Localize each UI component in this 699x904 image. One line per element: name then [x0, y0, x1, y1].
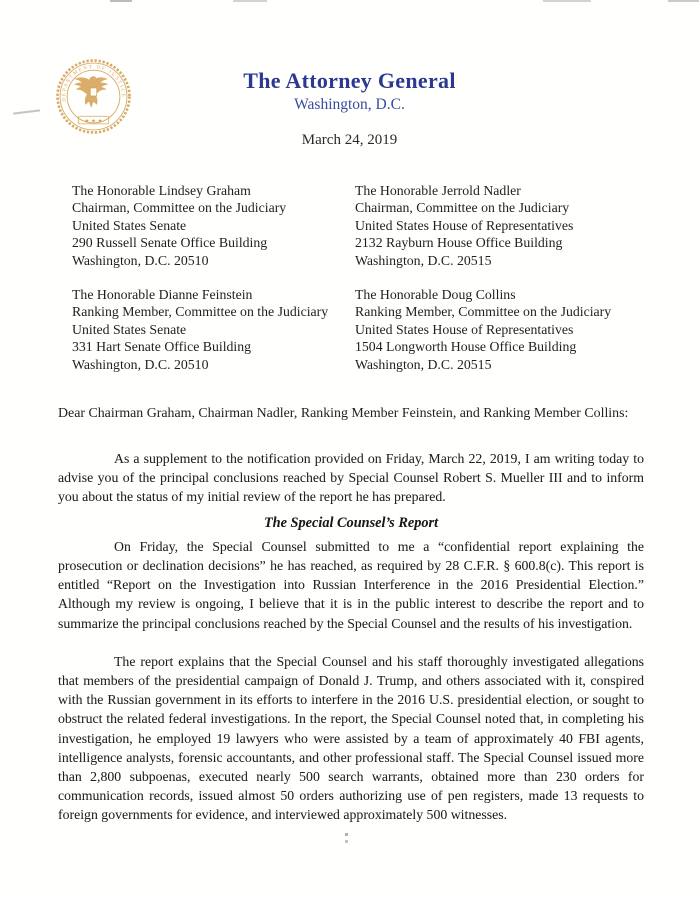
recipient-block-graham [72, 182, 355, 269]
recipient-address-grid [72, 182, 662, 373]
recipient-line: Chairman, Committee on the Judiciary [72, 200, 287, 216]
recipient-line: The Honorable Doug Collins [355, 287, 516, 303]
recipient-line: 290 Russell Senate Office Building [72, 235, 268, 251]
recipient-line: Washington, D.C. 20510 [72, 356, 209, 372]
recipient-block-feinstein [72, 286, 355, 373]
scan-artifact [668, 0, 699, 2]
letter-body [58, 449, 644, 825]
recipient-line: 2132 Rayburn House Office Building [355, 235, 563, 251]
svg-text:★ ★ ★: ★ ★ ★ [84, 118, 103, 125]
recipient-line: The Honorable Dianne Feinstein [72, 287, 253, 303]
recipient-line: 331 Hart Senate Office Building [72, 339, 252, 355]
recipient-line: United States Senate [72, 217, 187, 233]
section-heading: The Special Counsel’s Report [263, 514, 439, 531]
paragraph-supplement-notice: As a supplement to the notification provided on Friday, March 22, 2019, I am writing today to advise you of the principal conclusions reached by Special Counsel Robert S. Mueller III and to inform you about the status of my initial review of the report he has prepared. [58, 451, 644, 505]
recipient-line: United States House of Representatives [355, 321, 574, 337]
recipient-block-collins [355, 286, 662, 373]
recipient-line: The Honorable Jerrold Nadler [355, 183, 521, 198]
letterhead [0, 68, 699, 114]
letter-date: March 24, 2019 [301, 132, 398, 148]
page-title: The Attorney General [243, 68, 456, 93]
recipient-block-nadler [355, 182, 662, 269]
recipient-line: United States Senate [72, 321, 187, 337]
recipient-line: 1504 Longworth House Office Building [355, 339, 577, 355]
recipient-line: Washington, D.C. 20515 [355, 252, 492, 268]
scan-artifact [110, 0, 132, 2]
scan-artifact [233, 0, 267, 2]
recipient-line: Ranking Member, Committee on the Judiciary [72, 304, 329, 320]
recipient-line: Washington, D.C. 20515 [355, 356, 492, 372]
recipient-line: Washington, D.C. 20510 [72, 252, 209, 268]
paragraph-investigation-scope: The report explains that the Special Counsel and his staff thoroughly investigated allegations that members of the presidential campaign of Donald J. Trump, and others associated with it, conspired with the Russian government in its efforts to interfere in the 2016 U.S. presidential election, or sought to obstruct the related federal investigations. In the report, the Special Counsel noted that, in completing his investigation, he employed 19 lawyers who were assisted by a team of approximately 40 FBI agents, intelligence analysts, forensic accountants, and other professional staff. The Special Counsel issued more than 2,800 subpoenas, executed nearly 500 search warrants, obtained more than 230 orders for communication records, issued almost 50 orders authorizing use of pen registers, made 13 requests to foreign governments for evidence, and interviewed approximately 500 witnesses. [58, 653, 644, 823]
svg-text:DEPARTMENT OF JUSTICE: DEPARTMENT OF JUSTICE [61, 64, 126, 102]
page-subtitle: Washington, D.C. [294, 96, 405, 113]
recipient-line: The Honorable Lindsey Graham [72, 183, 251, 198]
recipient-line: Ranking Member, Committee on the Judiciary [355, 304, 612, 320]
scan-artifact [543, 0, 591, 2]
recipient-line: United States House of Representatives [355, 217, 574, 233]
paragraph-report-submitted: On Friday, the Special Counsel submitted to me a “confidential report explaining the prosecution or declination decisions” he has reached, as required by 28 C.F.R. § 600.8(c). This report is entitled “Report on the Investigation into Russian Interference in the 2016 Presidential Election.” Although my review is ongoing, I believe that it is in the public interest to describe the report and to summarize the principal conclusions reached by the Special Counsel and the results of his investigation. [58, 538, 644, 631]
recipient-line: Chairman, Committee on the Judiciary [355, 200, 570, 216]
page-number-mark [345, 833, 348, 836]
salutation: Dear Chairman Graham, Chairman Nadler, Ranking Member Feinstein, and Ranking Member Collins: [58, 406, 629, 421]
